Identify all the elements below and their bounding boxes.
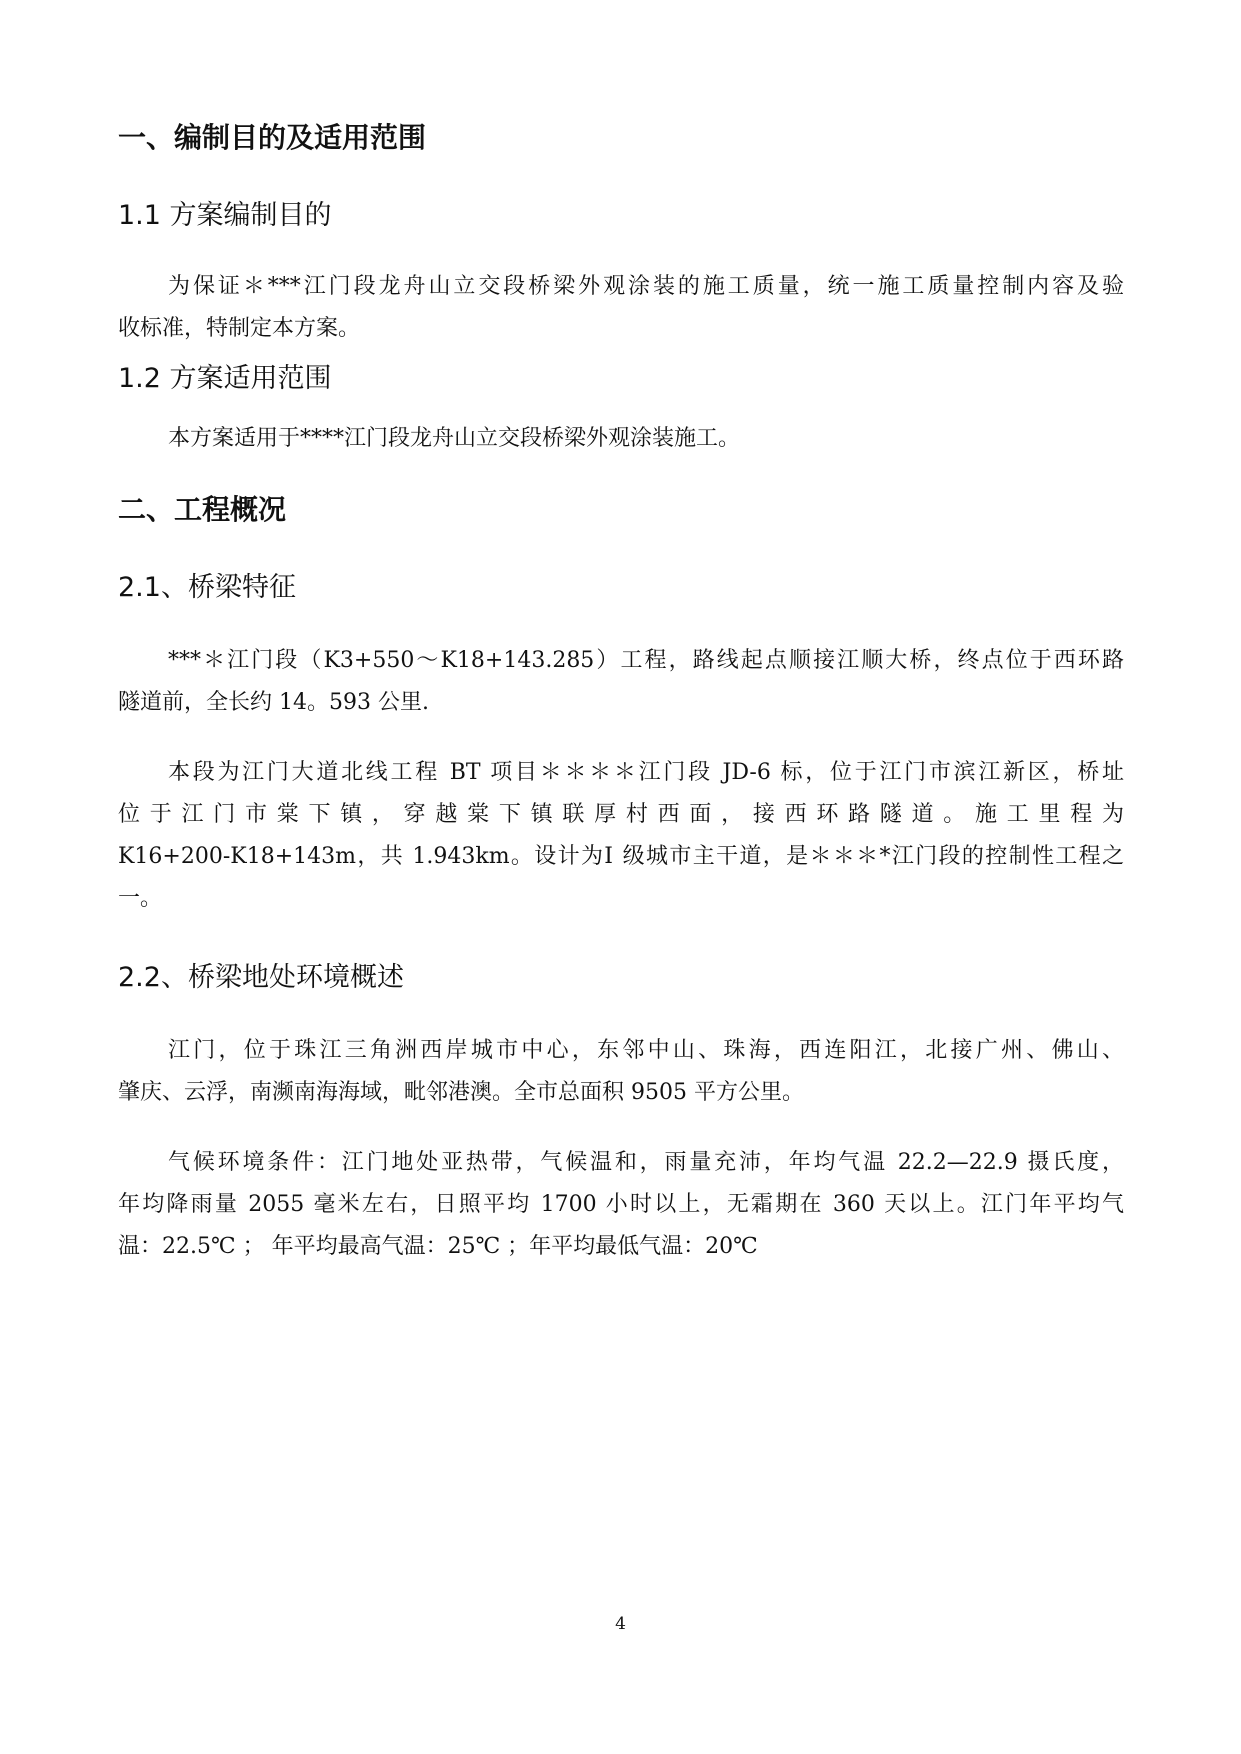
section-2-1-heading: 2.1、桥梁特征 <box>118 572 296 603</box>
section-1-1-heading: 1.1 方案编制目的 <box>118 200 332 231</box>
paragraph-line: 隧道前，全长约 14。593 公里. <box>118 690 429 715</box>
paragraph-line: 温：22.5℃ ； 年平均最高气温：25℃ ；年平均最低气温：20℃ <box>118 1234 758 1259</box>
section-2-2-paragraph-1 <box>118 1030 1124 1114</box>
section-1-1-paragraph <box>118 266 1124 350</box>
section-2-1-paragraph-2 <box>118 752 1124 920</box>
section-2-1-paragraph-1 <box>118 640 1124 724</box>
section-1-2-paragraph <box>118 418 1124 460</box>
section-2-2-paragraph-2 <box>118 1142 1124 1268</box>
paragraph-line: 一。 <box>118 886 163 911</box>
paragraph-line: ***＊江门段（K3+550～K18+143.285）工程，路线起点顺接江顺大桥，终点位于西环路 <box>168 648 1124 673</box>
paragraph-line: 江门，位于珠江三角洲西岸城市中心，东邻中山、珠海，西连阳江，北接广州、佛山、 <box>168 1038 1124 1063</box>
page-number: 4 <box>615 1614 626 1634</box>
paragraph-line: 位于江门市棠下镇，穿越棠下镇联厚村西面，接西环路隧道。施工里程为 <box>118 802 1124 827</box>
paragraph-line: 收标准，特制定本方案。 <box>118 316 361 341</box>
section-2-2-heading: 2.2、桥梁地处环境概述 <box>118 962 404 993</box>
paragraph-line: K16+200-K18+143m，共 1.943km。设计为Ⅰ 级城市主干道，是＊＊＊*江门段的控制性工程之 <box>118 844 1124 869</box>
paragraph-line: 为保证＊***江门段龙舟山立交段桥梁外观涂装的施工质量，统一施工质量控制内容及验 <box>168 274 1124 299</box>
section-2-heading: 二、工程概况 <box>118 493 287 526</box>
paragraph-line: 本段为江门大道北线工程 BT 项目＊＊＊＊江门段 JD-6 标，位于江门市滨江新区，桥址 <box>168 760 1124 785</box>
section-1-heading: 一、编制目的及适用范围 <box>118 121 427 154</box>
paragraph-line: 年均降雨量 2055 毫米左右，日照平均 1700 小时以上，无霜期在 360 天以上。江门年平均气 <box>118 1192 1124 1217</box>
paragraph-line: 气候环境条件：江门地处亚热带，气候温和，雨量充沛，年均气温 22.2—22.9 摄氏度， <box>168 1150 1124 1175</box>
section-1-2-heading: 1.2 方案适用范围 <box>118 363 332 394</box>
paragraph-line: 肇庆、云浮，南濒南海海域，毗邻港澳。全市总面积 9505 平方公里。 <box>118 1080 804 1105</box>
paragraph-line: 本方案适用于****江门段龙舟山立交段桥梁外观涂装施工。 <box>168 426 741 451</box>
